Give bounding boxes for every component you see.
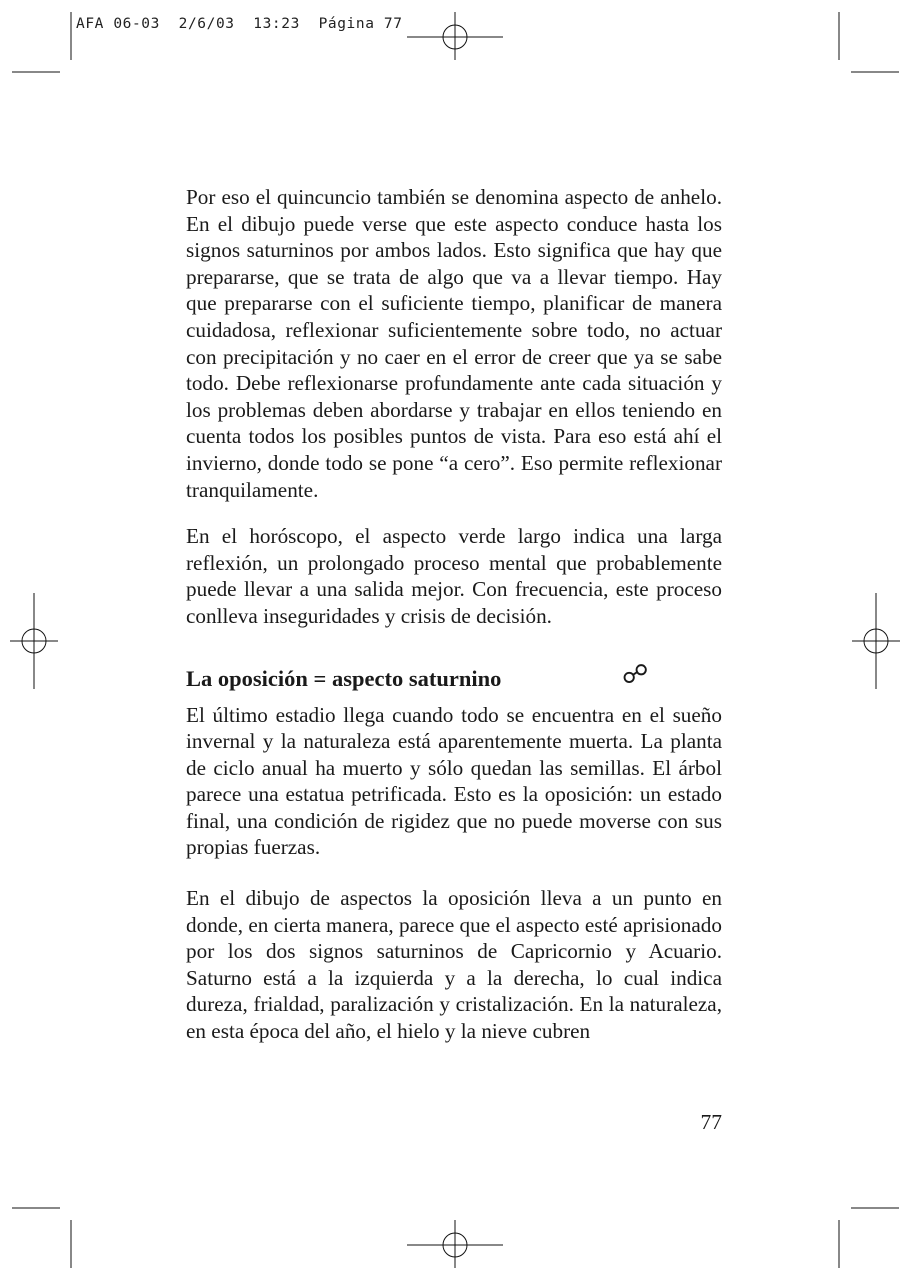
body-paragraph: En el horóscopo, el aspecto verde largo indica una larga reflexión, un prolongado proceso mental que probablemente puede llevar a una salida mejor. Con frecuencia, este proceso conlleva inseguridades y crisis de decisión. (186, 524, 722, 628)
registration-crosshair-icon (10, 593, 58, 689)
printer-slug: AFA 06-03 2/6/03 13:23 Página 77 (76, 16, 403, 32)
page-body (186, 184, 722, 1045)
page-number: 77 (700, 1110, 722, 1134)
opposition-glyph-icon: ☍ (622, 659, 649, 690)
body-paragraph: El último estadio llega cuando todo se encuentra en el sueño invernal y la naturaleza está aparentemente muerta. La planta de ciclo anual ha muerto y sólo quedan las semillas. El árbol parece una estatua petrificada. Esto es la oposición: un estado final, una condición de rigidez que no puede moverse con sus propias fuerzas. (186, 702, 722, 860)
crop-mark-icon (839, 12, 899, 72)
registration-crosshair-icon (407, 1220, 503, 1268)
registration-crosshair-icon (852, 593, 900, 689)
section-heading-text: La oposición = aspecto saturnino (186, 665, 502, 691)
registration-crosshair-icon (407, 12, 503, 60)
body-paragraph: Por eso el quincuncio también se denomina aspecto de anhelo. En el dibujo puede verse que este aspecto conduce hasta los signos saturninos por ambos lados. Esto significa que hay que prepararse, que se trata de algo que va a llevar tiempo. Hay que prepararse con el suficiente tiempo, planificar de manera cuidadosa, reflexionar suficientemente sobre todo, no actuar con precipitación y no caer en el error de creer que ya se sabe todo. Debe reflexionarse profundamente ante cada situación y los problemas deben abordarse y trabajar en ellos teniendo en cuenta todos los posibles puntos de vista. Para eso está ahí el invierno, donde todo se pone “a cero”. Eso permite reflexionar tranquilamente. (186, 185, 722, 502)
crop-mark-icon (12, 12, 71, 72)
section-heading (186, 659, 722, 694)
crop-mark-icon (839, 1208, 899, 1268)
body-paragraph: En el dibujo de aspectos la oposición lleva a un punto en donde, en cierta manera, parece que el aspecto esté aprisionado por los dos signos saturninos de Capricornio y Acuario. Saturno está a la izquierda y a la derecha, lo cual indica dureza, frialdad, paralización y cristalización. En la naturaleza, en esta época del año, el hielo y la nieve cubren (186, 886, 722, 1044)
crop-mark-icon (12, 1208, 71, 1268)
